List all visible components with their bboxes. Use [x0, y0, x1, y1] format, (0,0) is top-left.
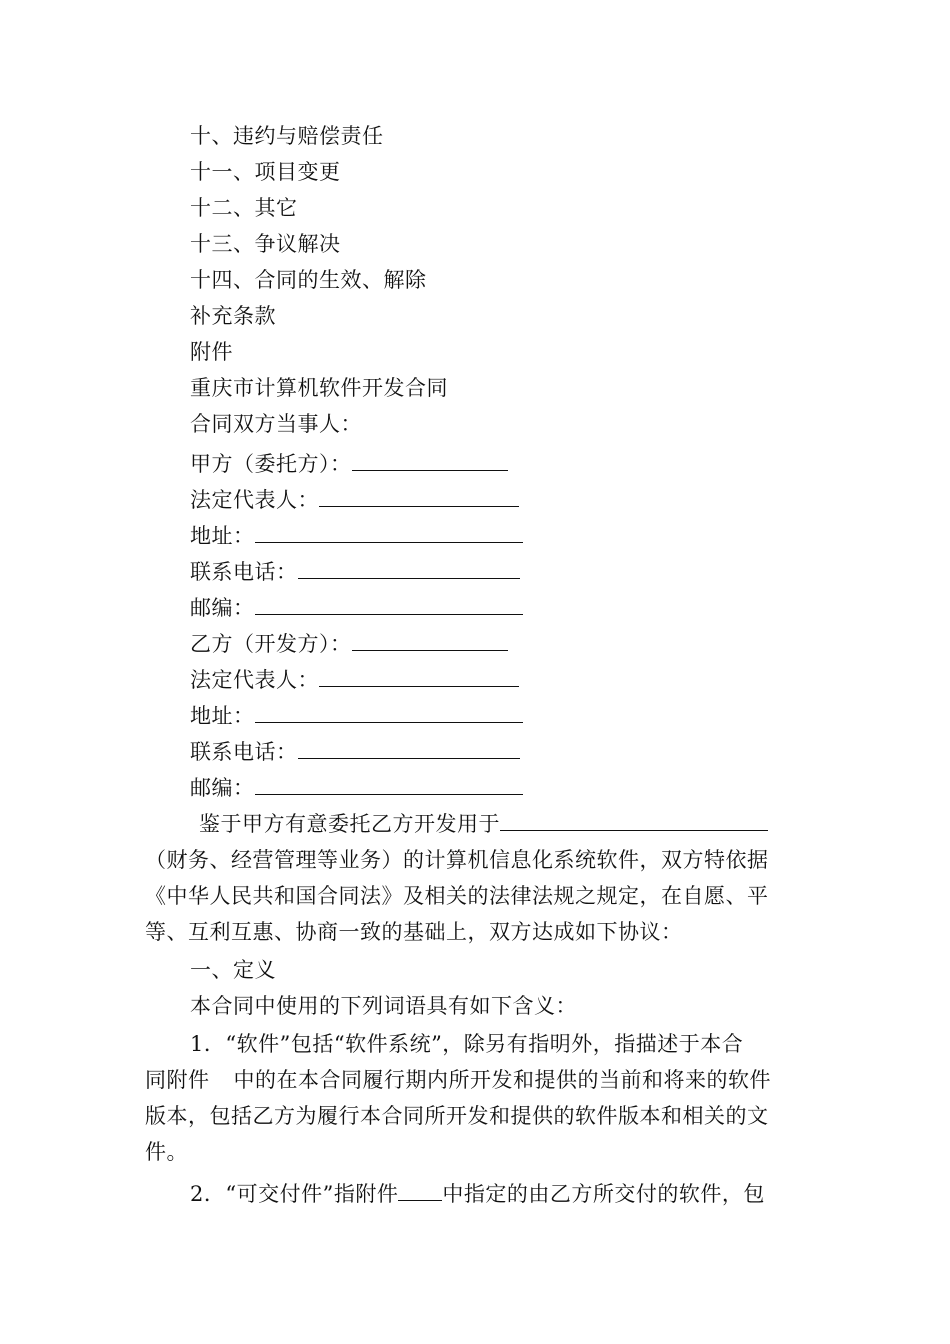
party-a-phone-label: 联系电话： — [190, 560, 298, 584]
preamble-line-1 — [199, 810, 768, 836]
party-a-blank — [352, 450, 508, 471]
preamble-line-2: （财务、经营管理等业务）的计算机信息化系统软件，双方特依据 — [145, 848, 769, 872]
contract-title: 重庆市计算机软件开发合同 — [190, 376, 448, 400]
toc-item: 补充条款 — [190, 304, 276, 328]
party-b-zip-blank — [255, 774, 523, 795]
preamble-line-3: 《中华人民共和国合同法》及相关的法律法规之规定，在自愿、平 — [145, 884, 769, 908]
party-a-phone-line — [190, 558, 520, 584]
preamble-text-1: 鉴于甲方有意委托乙方开发用于 — [199, 812, 500, 836]
party-a-addr-line — [190, 522, 523, 548]
item1-line-3: 版本，包括乙方为履行本合同所开发和提供的软件版本和相关的文 — [145, 1104, 769, 1128]
item2-blank — [398, 1180, 442, 1201]
party-a-zip-label: 邮编： — [190, 596, 255, 620]
party-a-rep-label: 法定代表人： — [190, 488, 319, 512]
preamble-line-4: 等、互利互惠、协商一致的基础上，双方达成如下协议： — [145, 920, 683, 944]
party-a-addr-label: 地址： — [190, 524, 255, 548]
item1-line-2 — [145, 1068, 771, 1092]
section-heading: 一、定义 — [190, 958, 276, 982]
toc-item: 十三、争议解决 — [190, 232, 341, 256]
party-a-line — [190, 450, 508, 476]
party-b-zip-label: 邮编： — [190, 776, 255, 800]
item1-line-1: 1．“软件”包括“软件系统”，除另有指明外，指描述于本合 — [190, 1032, 744, 1056]
preamble-blank — [500, 810, 768, 831]
item2-line-1 — [190, 1180, 765, 1206]
party-b-blank — [352, 630, 508, 651]
section-intro: 本合同中使用的下列词语具有如下含义： — [190, 994, 577, 1018]
item2-line-1b: 中指定的由乙方所交付的软件，包 — [442, 1182, 765, 1206]
party-a-rep-blank — [319, 486, 519, 507]
party-b-rep-label: 法定代表人： — [190, 668, 319, 692]
toc-item: 十二、其它 — [190, 196, 298, 220]
party-b-addr-label: 地址： — [190, 704, 255, 728]
party-a-addr-blank — [255, 522, 523, 543]
toc-item: 附件 — [190, 340, 233, 364]
party-b-phone-label: 联系电话： — [190, 740, 298, 764]
item1-line-2a: 同附件 — [145, 1068, 210, 1092]
parties-heading: 合同双方当事人： — [190, 412, 362, 436]
party-a-phone-blank — [298, 558, 520, 579]
party-b-label: 乙方（开发方）： — [190, 632, 352, 656]
item2-line-1a: 2．“可交付件”指附件 — [190, 1182, 399, 1206]
party-b-zip-line — [190, 774, 523, 800]
party-b-phone-blank — [298, 738, 520, 759]
item1-line-2b: 中的在本合同履行期内所开发和提供的当前和将来的软件 — [233, 1068, 771, 1092]
party-a-zip-line — [190, 594, 523, 620]
toc-item: 十、违约与赔偿责任 — [190, 124, 384, 148]
party-b-rep-blank — [319, 666, 519, 687]
party-b-addr-line — [190, 702, 523, 728]
party-b-addr-blank — [255, 702, 523, 723]
party-b-line — [190, 630, 508, 656]
item1-line-4: 件。 — [145, 1140, 188, 1164]
party-a-rep-line — [190, 486, 519, 512]
party-a-label: 甲方（委托方）： — [190, 452, 352, 476]
party-a-zip-blank — [255, 594, 523, 615]
toc-item: 十四、合同的生效、解除 — [190, 268, 427, 292]
party-b-rep-line — [190, 666, 519, 692]
party-b-phone-line — [190, 738, 520, 764]
toc-item: 十一、项目变更 — [190, 160, 341, 184]
